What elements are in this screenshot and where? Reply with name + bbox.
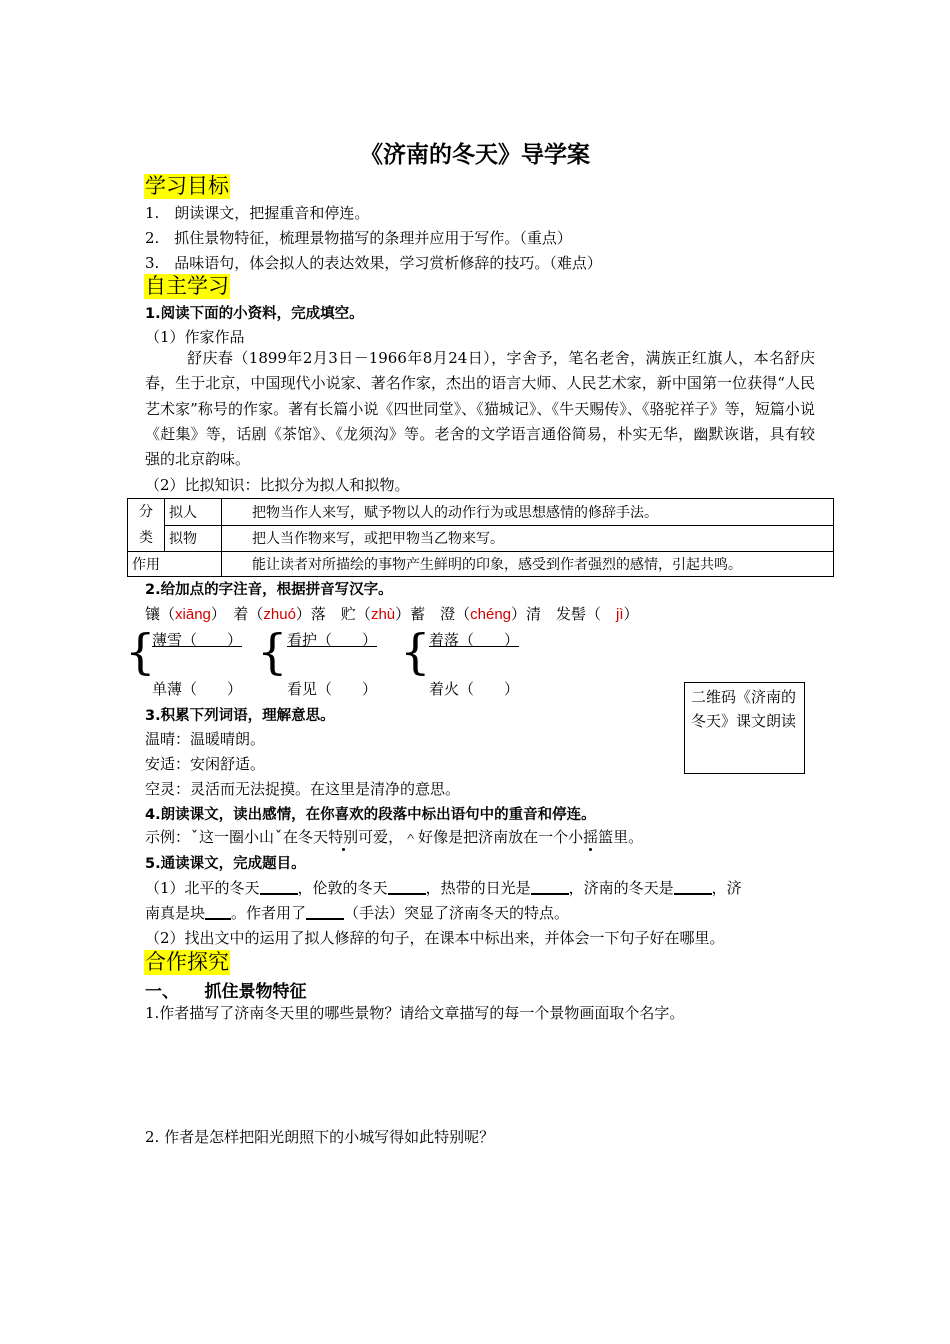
question-2-heading: 2.给加点的字注音，根据拼音写汉字。 (145, 582, 393, 598)
brace-icon: { (125, 624, 156, 680)
stress-mark: 小摇篮 (568, 828, 614, 846)
goal-item-1: 1. 朗读课文，把握重音和停连。 (145, 204, 370, 222)
polyphone-3b: 着火（ ） (429, 680, 520, 698)
personification-table (127, 498, 834, 577)
author-bio-paragraph: 舒庆春（1899年2月3日－1966年8月24日），字舍予，笔名老舍，满族正红旗人，本名舒庆春，生于北京，中国现代小说家、著名作家，杰出的语言大师、人民艺术家，新中国第一位获得“人民艺术家”称号的作家。著有长篇小说《四世同堂》、《猫城记》、《牛天赐传》、《骆驼祥子》等，短篇小说《赶集》等，话剧《茶馆》、《龙须沟》等。老舍的文学语言通俗简易，朴实无华，幽默诙谐，具有较强的北京韵味。 (145, 349, 815, 469)
section-heading-goals: 学习目标 (145, 174, 229, 198)
goal-item-3: 3. 品味语句，体会拟人的表达效果，学习赏析修辞的技巧。（难点） (145, 254, 602, 272)
pinyin-answer-1: xiāng (175, 606, 211, 623)
question-3-heading: 3.积累下列词语，理解意思。 (145, 708, 335, 724)
table-value-personification: 把物当作人来写，赋予物以人的动作行为或思想感情的修辞手法。 (222, 499, 834, 526)
cooperation-heading-1: 一、 抓住景物特征 (145, 982, 307, 1002)
page-title: 《济南的冬天》导学案 (360, 142, 590, 168)
goal-item-2: 2. 抓住景物特征，梳理景物描写的条理并应用于写作。（重点） (145, 229, 572, 247)
vocab-item-3: 空灵：灵活而无法捉摸。在这里是清净的意思。 (145, 780, 461, 798)
table-key-personification: 拟人 (165, 499, 222, 526)
section-heading-cooperation: 合作探究 (145, 950, 229, 974)
brace-icon: { (400, 624, 431, 680)
pinyin-answer-2: zhuó (263, 606, 296, 623)
pinyin-word-1: 镶（ (145, 605, 176, 623)
section-heading-self-study: 自主学习 (145, 274, 229, 298)
pinyin-word-6: ） (623, 605, 639, 623)
polyphone-1a: 薄雪（ ） (152, 631, 243, 649)
vocab-item-2: 安适：安闲舒适。 (145, 755, 266, 773)
question-4-heading: 4.朗读课文，读出感情，在你喜欢的段落中标出语句中的重音和停连。 (145, 807, 596, 823)
brace-icon: { (257, 624, 288, 680)
table-value-objectification: 把人当作物来写，或把甲物当乙物来写。 (222, 525, 834, 552)
question-1-sub-2: （2）比拟知识：比拟分为拟人和拟物。 (145, 476, 410, 494)
pinyin-word-2: ） 着（ (210, 605, 264, 623)
cooperation-question-2: 2. 作者是怎样把阳光朗照下的小城写得如此特别呢？ (145, 1128, 495, 1146)
table-value-effect: 能让读者对所描绘的事物产生鲜明的印象，感受到作者强烈的感情，引起共鸣。 (222, 552, 834, 577)
blank[interactable] (306, 903, 344, 920)
stress-mark: 特别 (328, 828, 359, 846)
pinyin-answer-3: zhù (370, 606, 396, 623)
pinyin-line (145, 603, 639, 624)
vocab-item-1: 温晴：温暖晴朗。 (145, 730, 266, 748)
fill-blank-line-1: （1）北平的冬天 ，伦敦的冬天 ，热带的日光是 ，济南的冬天是 ，济 (145, 879, 742, 897)
blank[interactable] (205, 903, 231, 920)
pinyin-word-4: ）蓄 澄（ (395, 605, 471, 623)
pinyin-answer-5: jì (616, 606, 624, 623)
cooperation-question-1: 1.作者描写了济南冬天里的哪些景物？请给文章描写的每一个景物画面取个名字。 (145, 1004, 685, 1022)
blank[interactable] (260, 878, 298, 895)
pinyin-word-3: ）落 贮（ (295, 605, 371, 623)
blank[interactable] (674, 878, 712, 895)
polyphone-2a: 看护（ ） (287, 631, 378, 649)
question-1-sub-1: （1）作家作品 (145, 328, 245, 346)
table-category-cell: 分 类 (128, 499, 165, 552)
pinyin-answer-4: chéng (470, 606, 512, 623)
question-5-sub-2: （2）找出文中的运用了拟人修辞的句子，在课本中标出来，并体会一下句子好在哪里。 (145, 929, 725, 947)
question-1-heading: 1.阅读下面的小资料，完成填空。 (145, 306, 364, 322)
blank[interactable] (531, 878, 569, 895)
table-key-objectification: 拟物 (165, 525, 222, 552)
question-5-heading: 5.通读课文，完成题目。 (145, 856, 306, 872)
blank[interactable] (388, 878, 426, 895)
table-key-effect: 作用 (128, 552, 222, 577)
polyphone-3a: 着落（ ） (429, 631, 520, 649)
reading-example: 示例：ˇ这一圈小山ˇ在冬天特别可爱，＾好像是把济南放在一个小摇篮里。 (145, 828, 644, 846)
pinyin-word-5: ）清 发髻（ (511, 605, 617, 623)
fill-blank-line-2: 南真是块 。作者用了 （手法）突显了济南冬天的特点。 (145, 904, 570, 922)
polyphone-2b: 看见（ ） (287, 680, 378, 698)
polyphone-1b: 单薄（ ） (152, 680, 243, 698)
qr-code-placeholder: 二维码《济南的冬天》课文朗读 (684, 682, 805, 774)
